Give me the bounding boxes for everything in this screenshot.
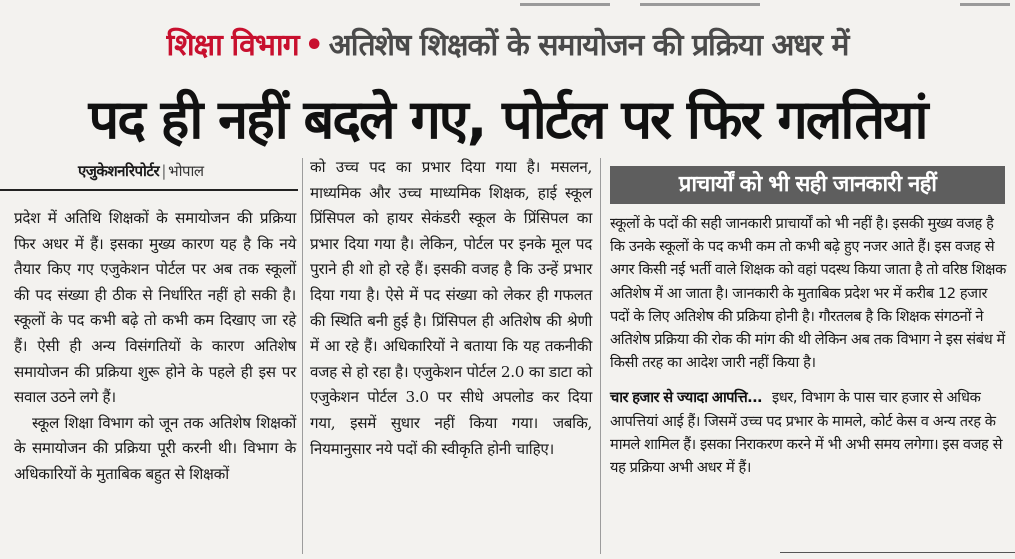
clipped-text-fragment [520, 3, 610, 6]
sidebar-paragraph-2-text: इधर, विभाग के पास चार हजार से अधिक आपत्तियां आई हैं। जिसमें उच्च पद प्रभार के मामले, कोर्ट केस व अन्य तरह के मामले शामिल हैं। इसका निराकरण करने में भी अभी समय लगेगा। इस वजह से यह प्रक्रिया अभी अधर में हैं। [610, 389, 1003, 477]
clipped-previous-article-strip [0, 0, 1015, 14]
column-divider [600, 158, 601, 554]
article-column-1 [14, 206, 296, 488]
paragraph: स्कूल शिक्षा विभाग को जून तक अतिशेष शिक्षकों के समायोजन की प्रक्रिया पूरी करनी थी। विभाग के अधिकारियों के मुताबिक बहुत से शिक्षकों [14, 413, 296, 483]
sidebar-paragraph: स्कूलों के पदों की सही जानकारी प्राचार्यों को भी नहीं है। इसकी मुख्य वजह है कि उनके स्कूलों के पद कभी कम तो कभी बढ़े हुए नजर आते हैं। इस वजह से अगर किसी नई भर्ती वाले शिक्षक को वहां पदस्थ किया जाता है तो वरिष्ठ शिक्षक अतिशेष में आ जाता है। जानकारी के मुताबिक प्रदेश भर में करीब 12 हजार पदों के लिए अतिशेष की प्रक्रिया होनी है। गौरतलब है कि शिक्षक संगठनों ने अतिशेष प्रक्रिया की रोक की मांग की थी लेकिन अब तक विभाग ने इस संबंध में किसी तरह का आदेश जारी नहीं किया है। [610, 215, 1006, 372]
paragraph: प्रदेश में अतिथि शिक्षकों के समायोजन की प्रक्रिया फिर अधर में हैं। इसका मुख्य कारण यह है कि नये तैयार किए गए एजुकेशन पोर्टल पर अब तक स्कूलों की पद संख्या ही ठीक से निर्धारित नहीं हो सकी है। स्कूलों के पद कभी बढ़े तो कभी कम दिखाए जा रहे हैं। ऐसी ही अन्य विसंगतियों के कारण अतिशेष समायोजन की प्रक्रिया शुरू होने के पहले ही इस पर सवाल उठने लगे हैं। [14, 209, 296, 407]
sidebar-heading-box: प्राचार्यों को भी सही जानकारी नहीं [610, 166, 1005, 204]
sidebar-column [610, 212, 1006, 479]
kicker-text: अतिशेष शिक्षकों के समायोजन की प्रक्रिया अधर में [328, 28, 849, 63]
byline [78, 159, 308, 183]
dateline-city: भोपाल [168, 162, 204, 180]
reporter-name: एजुकेशनरिपोर्टर [78, 162, 160, 180]
bottom-rule [780, 552, 1015, 553]
byline-separator: | [161, 162, 167, 180]
kicker-line [0, 26, 1015, 66]
column-divider [302, 158, 303, 554]
sidebar-subhead: चार हजार से ज्यादा आपत्ति... [610, 389, 762, 407]
section-tag: शिक्षा विभाग [166, 28, 299, 63]
clipped-text-fragment [960, 3, 1010, 6]
bullet-dot-icon: • [304, 28, 323, 63]
sidebar-paragraph-2 [610, 386, 1006, 479]
paragraph: को उच्च पद का प्रभार दिया गया है। मसलन, माध्यमिक और उच्च माध्यमिक शिक्षक, हाई स्कूल प्रिंसिपल को हायर सेकंडरी स्कूल के प्रिंसिपल का प्रभार दिया गया है। लेकिन, पोर्टल पर इनके मूल पद पुराने ही शो हो रहे हैं। इसकी वजह है कि उन्हें प्रभार दिया गया है। ऐसे में पद संख्या को लेकर ही गफलत की स्थिति बनी हुई है। प्रिंसिपल ही अतिशेष की श्रेणी में आ रहे हैं। अधिकारियों ने बताया कि यह तकनीकी वजह से हो रहा है। एजुकेशन पोर्टल 2.0 का डाटा को एजुकेशन पोर्टल 3.0 पर सीधे अपलोड कर दिया गया, इसमें सुधार नहीं किया गया। जबकि, नियमानुसार नये पदों की स्वीकृति होनी चाहिए। [310, 158, 592, 458]
clipped-text-fragment [640, 3, 760, 6]
paragraph-gap [610, 374, 1006, 386]
main-headline: पद ही नहीं बदले गए, पोर्टल पर फिर गलतियां [88, 88, 927, 151]
byline-rule [0, 189, 298, 191]
article-column-2 [310, 155, 592, 462]
